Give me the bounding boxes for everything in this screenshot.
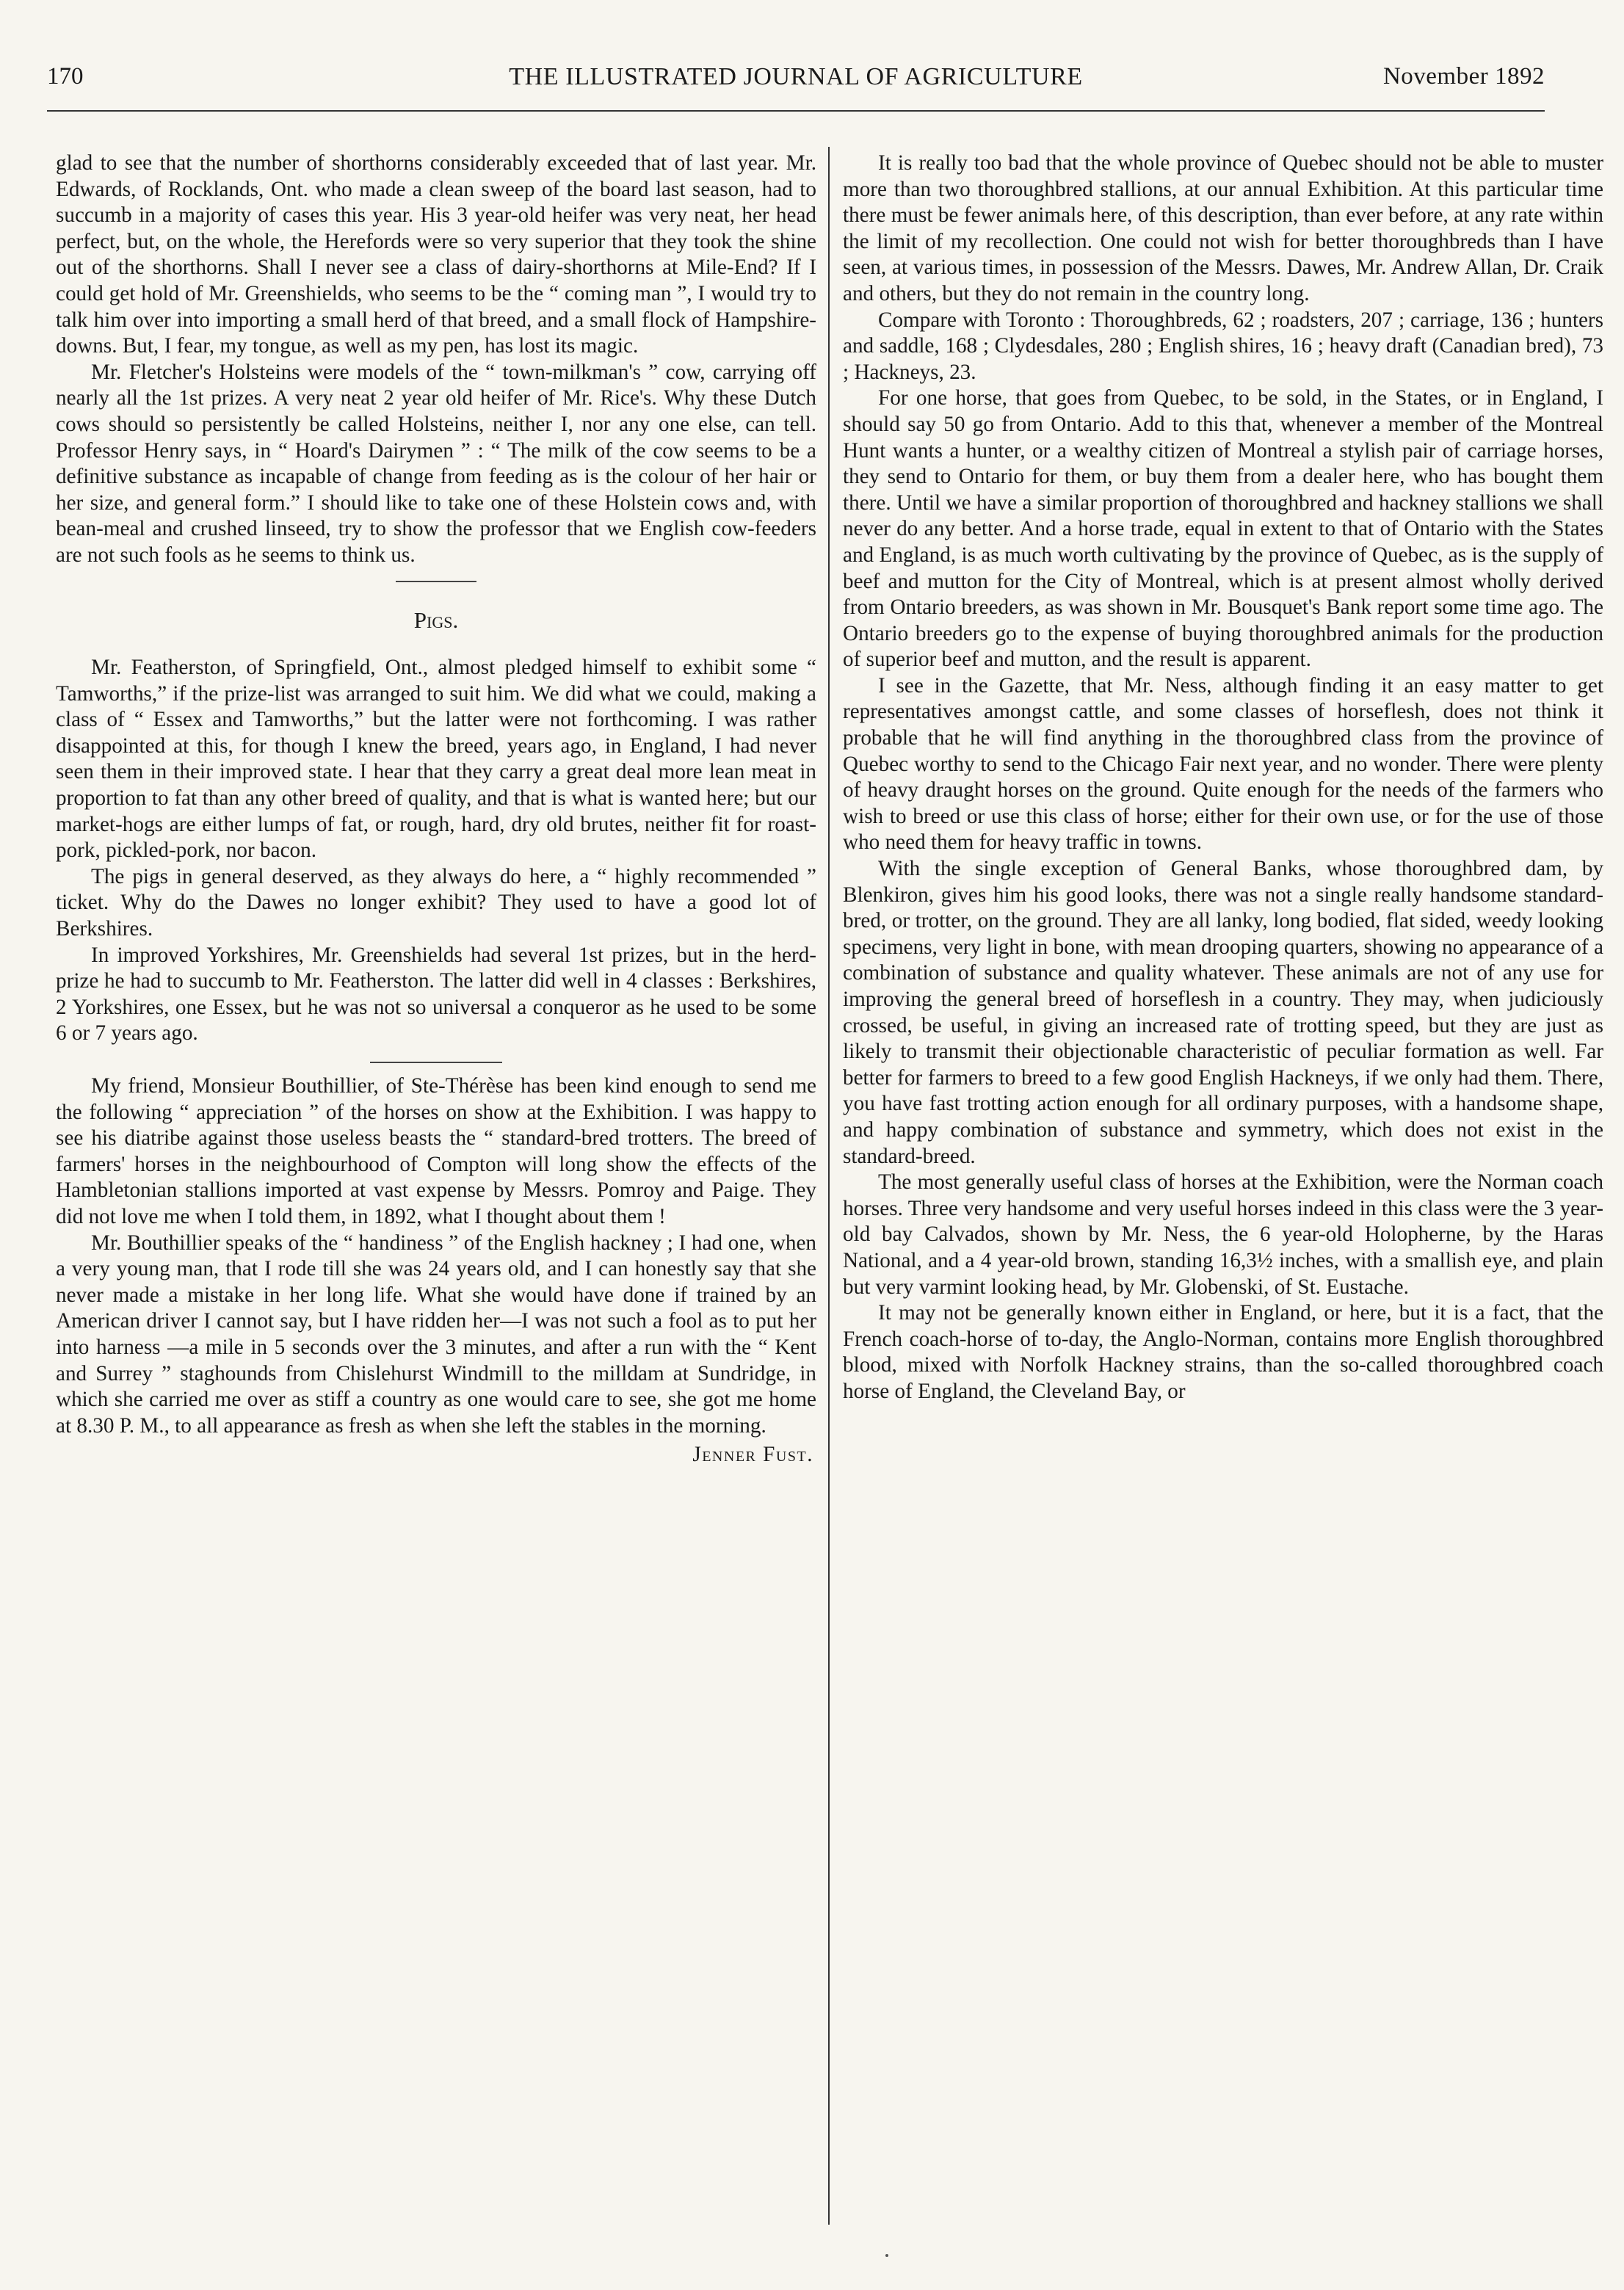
section-heading-pigs: Pigs. <box>413 606 459 633</box>
issue-date: November 1892 <box>1382 63 1545 90</box>
paragraph-quebec-stallions: It is really too bad that the whole province of Quebec should not be able to muster more than two thoroughbred stallions, at our annual Exhibition. At this particular time there must be fewer animals here, of this description, than ever before, at any rate within the limit of my recollection. One could not wish for better thoroughbreds than I have seen, at various times, in possession of the Messrs. Dawes, Mr. Andrew Allan, Dr. Craik and others, but they do not remain in the country long. <box>843 151 1603 305</box>
paragraph-holsteins: Mr. Fletcher's Holsteins were models of the “ town-milkman's ” cow, carrying off nearly all the 1st prizes. A very neat 2 year old heifer of Mr. Rice's. Why these Dutch cows should so persistently be called Holsteins, neither I, nor any one else, can tell. Professor Henry says, in “ Hoard's Dairymen ” : “ The milk of the cow seems to be a definitive substance as incapable of change from feeding as is the colour of her hair or her size, and general form.” I should like to take one of these Holstein cows and, with bean-meal and crushed linseed, try to show the professor that we English cow-feeders are not such fools as he seems to think us. <box>56 360 816 567</box>
journal-title: THE ILLUSTRATED JOURNAL OF AGRICULTURE <box>509 63 1083 90</box>
column-divider <box>828 147 830 2225</box>
paragraph-hackney: Mr. Bouthillier speaks of the “ handiness ” of the English hackney ; I had one, when a very young man, that I rode till she was 24 years old, and I can honestly say that she never made a mistake in her long life. What she would have done if trained by an American driver I cannot say, but I have ridden her—I was not such a fool as to put her into harness —a mile in 5 seconds over the 3 minutes, and after a run with the “ Kent and Surrey ” staghounds from Chislehurst Windmill to the milldam at Sundridge, in which she carried me over as stiff a country as one would care to see, she got me home at 8.30 P. M., to all appearance as fresh as when she left the stables in the morning. <box>56 1231 816 1438</box>
paragraph-horse-trade: For one horse, that goes from Quebec, to be sold, in the States, or in England, I should say 50 go from Ontario. Add to this that, whenever a member of the Montreal Hunt wants a hunter, or a wealthy citizen of Montreal a stylish pair of carriage horses, they send to Ontario for them, or buy them from a dealer here, who has bought them there. Until we have a similar proportion of thoroughbred and hackney stallions we shall never do any better. And a horse trade, equal in extent to that of Ontario with the States and England, is as much worth cultivating by the province of Quebec, as is the supply of beef and mutton for the City of Montreal, which is at present almost wholly derived from Ontario breeders, as was shown in Mr. Bousquet's Bank report some time ago. The Ontario breeders go to the expense of buying thoroughbred animals for the production of superior beef and mutton, and the result is apparent. <box>843 386 1603 672</box>
author-signature: Jenner Fust. <box>692 1443 813 1467</box>
paragraph-norman-coach: The most generally useful class of horses at the Exhibition, were the Norman coach horses. Three very handsome and very useful horses indeed in this class were the 3 year-old bay Calvados, shown by Mr. Ness, the 6 year-old Holopherne, by the Haras National, and a 4 year-old brown, standing 16,3½ inches, with a smallish eye, and plain but very varmint looking head, by Mr. Globenski, of St. Eustache. <box>843 1170 1603 1299</box>
paragraph-yorkshires: In improved Yorkshires, Mr. Greenshields had several 1st prizes, but in the herd-prize he had to succumb to Mr. Featherston. The latter did well in 4 classes : Berkshires, 2 Yorkshires, one Essex, but he was not so universal a conqueror as he used to be some 6 or 7 years ago. <box>56 943 816 1046</box>
paragraph-bouthillier: My friend, Monsieur Bouthillier, of Ste-Thérèse has been kind enough to send me the following “ appreciation ” of the horses on show at the Exhibition. I was happy to see his diatribe against those useless beasts the “ standard-bred trotters. The breed of farmers' horses in the neighbourhood of Compton will long show the effects of the Hambletonian stallions imported at vast expense by Messrs. Pomroy and Paige. They did not love me when I told them, in 1892, what I thought about them ! <box>56 1074 816 1228</box>
paragraph-toronto-comparison: Compare with Toronto : Thoroughbreds, 62 ; roadsters, 207 ; carriage, 136 ; hunters and saddle, 168 ; Clydesdales, 280 ; English shires, 16 ; heavy draft (Canadian bred), 73 ; Hackneys, 23. <box>843 308 1603 384</box>
page-number: 170 <box>47 63 84 90</box>
left-column <box>56 151 816 1468</box>
header-rule <box>47 110 1545 112</box>
right-column <box>843 151 1603 1405</box>
page-header <box>47 63 1545 107</box>
paragraph-shorthorns: glad to see that the number of shorthorns considerably exceeded that of last year. Mr. Edwards, of Rocklands, Ont. who made a clean sweep of the board last season, had to succumb in a majority of cases this year. His 3 year-old heifer was very neat, her head perfect, but, on the whole, the Herefords were so very superior that they took the shine out of the shorthorns. Shall I never see a class of dairy-shorthorns at Mile-End? If I could get hold of Mr. Greenshields, who seems to be the “ coming man ”, I would try to talk him over into importing a small herd of that breed, and a small flock of Hampshire-downs. But, I fear, my tongue, as well as my pen, has lost its magic. <box>56 151 816 358</box>
paragraph-anglo-norman: It may not be generally known either in England, or here, but it is a fact, that the French coach-horse of to-day, the Anglo-Norman, contains more English thoroughbred blood, mixed with Norfolk Hackney strains, than the so-called thoroughbred coach horse of England, the Cleveland Bay, or <box>843 1301 1603 1403</box>
section-divider <box>396 581 476 582</box>
paragraph-tamworths: Mr. Featherston, of Springfield, Ont., almost pledged himself to exhibit some “ Tamworths,” if the prize-list was arranged to suit him. We did what we could, making a class of “ Essex and Tamworths,” but the latter were not forthcoming. I was rather disappointed at this, for though I knew the breed, years ago, in England, I had never seen them in their improved state. I hear that they carry a great deal more lean meat in proportion to fat than any other breed of quality, and that is what is wanted here; but our market-hogs are either lumps of fat, or rough, hard, dry old brutes, neither fit for roast-pork, pickled-pork, nor bacon. <box>56 656 816 863</box>
section-divider <box>370 1062 502 1063</box>
paragraph-standard-bred: With the single exception of General Banks, whose thoroughbred dam, by Blenkiron, gives him his good looks, there was not a single really handsome standard-bred, or trotter, on the ground. They are all lanky, long bodied, flat sided, weedy looking specimens, very light in bone, with mean drooping quarters, showing no appearance of a combination of substance and quality whatever. These animals are not of any use for improving the general breed of horseflesh in a country. They may, when judiciously crossed, be useful, in giving an increased rate of trotting speed, but they are just as likely to transmit their objectionable characteristic of peculiar formation as well. Far better for farmers to breed to a few good English Hackneys, if we only had them. There, you have fast trotting action enough for all ordinary purposes, with a handsome shape, and happy combination of substance and symmetry, which does not exist in the standard-breed. <box>843 857 1603 1168</box>
paragraph-chicago-fair: I see in the Gazette, that Mr. Ness, although finding it an easy matter to get representatives amongst cattle, and some classes of horseflesh, does not think it probable that he will find anything in the thoroughbred class from the province of Quebec worthy to send to the Chicago Fair next year, and no wonder. There were plenty of heavy draught horses on the ground. Quite enough for the needs of the farmers who wish to breed or use this class of horse; either for their own use, or for the use of those who need them for heavy traffic in towns. <box>843 673 1603 855</box>
paragraph-pigs-general: The pigs in general deserved, as they always do here, a “ highly recommended ” ticket. Why do the Dawes no longer exhibit? They used to have a good lot of Berkshires. <box>56 864 816 941</box>
print-speck <box>885 2254 888 2257</box>
